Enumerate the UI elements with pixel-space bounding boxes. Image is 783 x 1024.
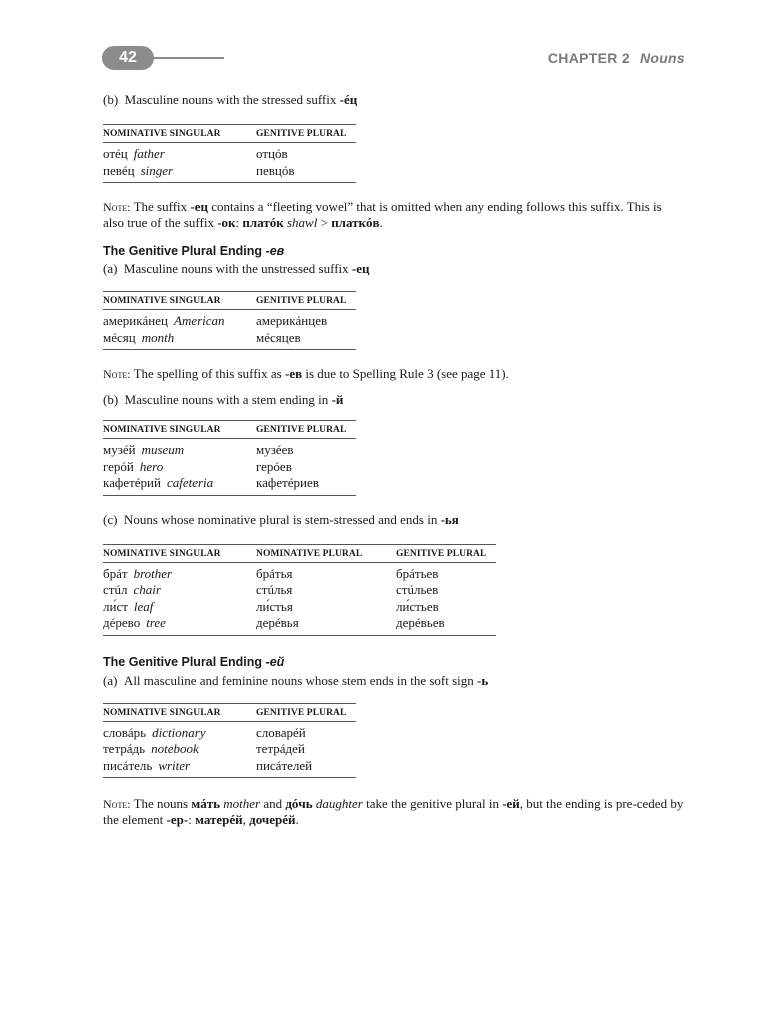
table-row: мéсяц month мéсяцев (103, 330, 356, 350)
s3-a-intro: (a) All masculine and feminine nouns whose stem ends in the soft sign -ь (103, 672, 489, 688)
table-row: музéй museum музéев (103, 442, 294, 457)
s3-table (103, 703, 356, 779)
s1-table (103, 124, 356, 183)
table-header: NOMINATIVE SINGULAR (103, 703, 256, 721)
table-row: герóй hero герóев (103, 458, 292, 474)
table-row: брáт brother брáтья брáтьев (103, 565, 439, 581)
table-header: GENITIVE PLURAL (256, 703, 356, 721)
table-row: тетрáдь notebook тетрáдей (103, 741, 305, 756)
chapter-label: CHAPTER 2 (547, 50, 630, 66)
table-header: GENITIVE PLURAL (396, 544, 496, 562)
running-head (548, 50, 685, 66)
table-row: дéрево tree дерéвья дерéвьев (103, 615, 496, 635)
table-header: GENITIVE PLURAL (256, 421, 356, 439)
s2-table-b (103, 420, 356, 496)
table-row: кафетéрий cafeteria кафетéриев (103, 475, 356, 495)
page-header (100, 44, 685, 72)
table-row: писáтель writer писáтелей (103, 758, 356, 778)
s2-table-a (103, 291, 356, 350)
chapter-title: Nouns (639, 50, 685, 66)
table-header: NOMINATIVE SINGULAR (103, 125, 256, 143)
s2-b-intro: (b) Masculine nouns with a stem ending in -й (103, 392, 344, 407)
s2-note: Note: The spelling of this suffix as -ев is due to Spelling Rule 3 (see page 11). (103, 366, 509, 381)
table-row: ли́ст leaf ли́стья ли́стьев (103, 598, 439, 614)
table-header: NOMINATIVE SINGULAR (103, 292, 256, 310)
header-rule (152, 57, 224, 59)
table-header: NOMINATIVE PLURAL (256, 544, 396, 562)
table-header: NOMINATIVE SINGULAR (103, 421, 256, 439)
s2-a-intro: (a) Masculine nouns with the unstressed suffix -ец (103, 261, 370, 276)
section-heading: The Genitive Plural Ending -ей (103, 654, 285, 669)
section-heading: The Genitive Plural Ending -ев (103, 244, 285, 258)
table-header: GENITIVE PLURAL (256, 125, 356, 143)
table-row: певéц singer певцóв (103, 163, 356, 183)
table-header: GENITIVE PLURAL (256, 292, 356, 310)
page-content (103, 92, 685, 828)
table-header: NOMINATIVE SINGULAR (103, 544, 256, 562)
table-row: стúл chair стúлья стúльев (103, 582, 439, 597)
page-number: 42 (102, 46, 154, 70)
s1-intro: (b) Masculine nouns with the stressed suffix -éц (103, 92, 358, 107)
s1-note: Note: The suffix -ец contains a “fleeting vowel” that is omitted when any ending follows this suffix. This is also true of the suffix -ок: платóк shawl > платкóв. (103, 199, 662, 230)
s2-table-c (103, 544, 496, 636)
table-row: америкáнец American америкáнцев (103, 313, 328, 328)
table-row: словáрь dictionary словарéй (103, 724, 306, 740)
s2-c-intro: (c) Nouns whose nominative plural is stem-stressed and ends in -ья (103, 511, 459, 527)
s3-note: Note: The nouns мáть mother and дóчь daughter take the genitive plural in -ей, but the ending is pre-ceded by the element -ер-: матерéй, дочерéй. (103, 796, 684, 827)
table-row: отéц father отцóв (103, 146, 288, 161)
